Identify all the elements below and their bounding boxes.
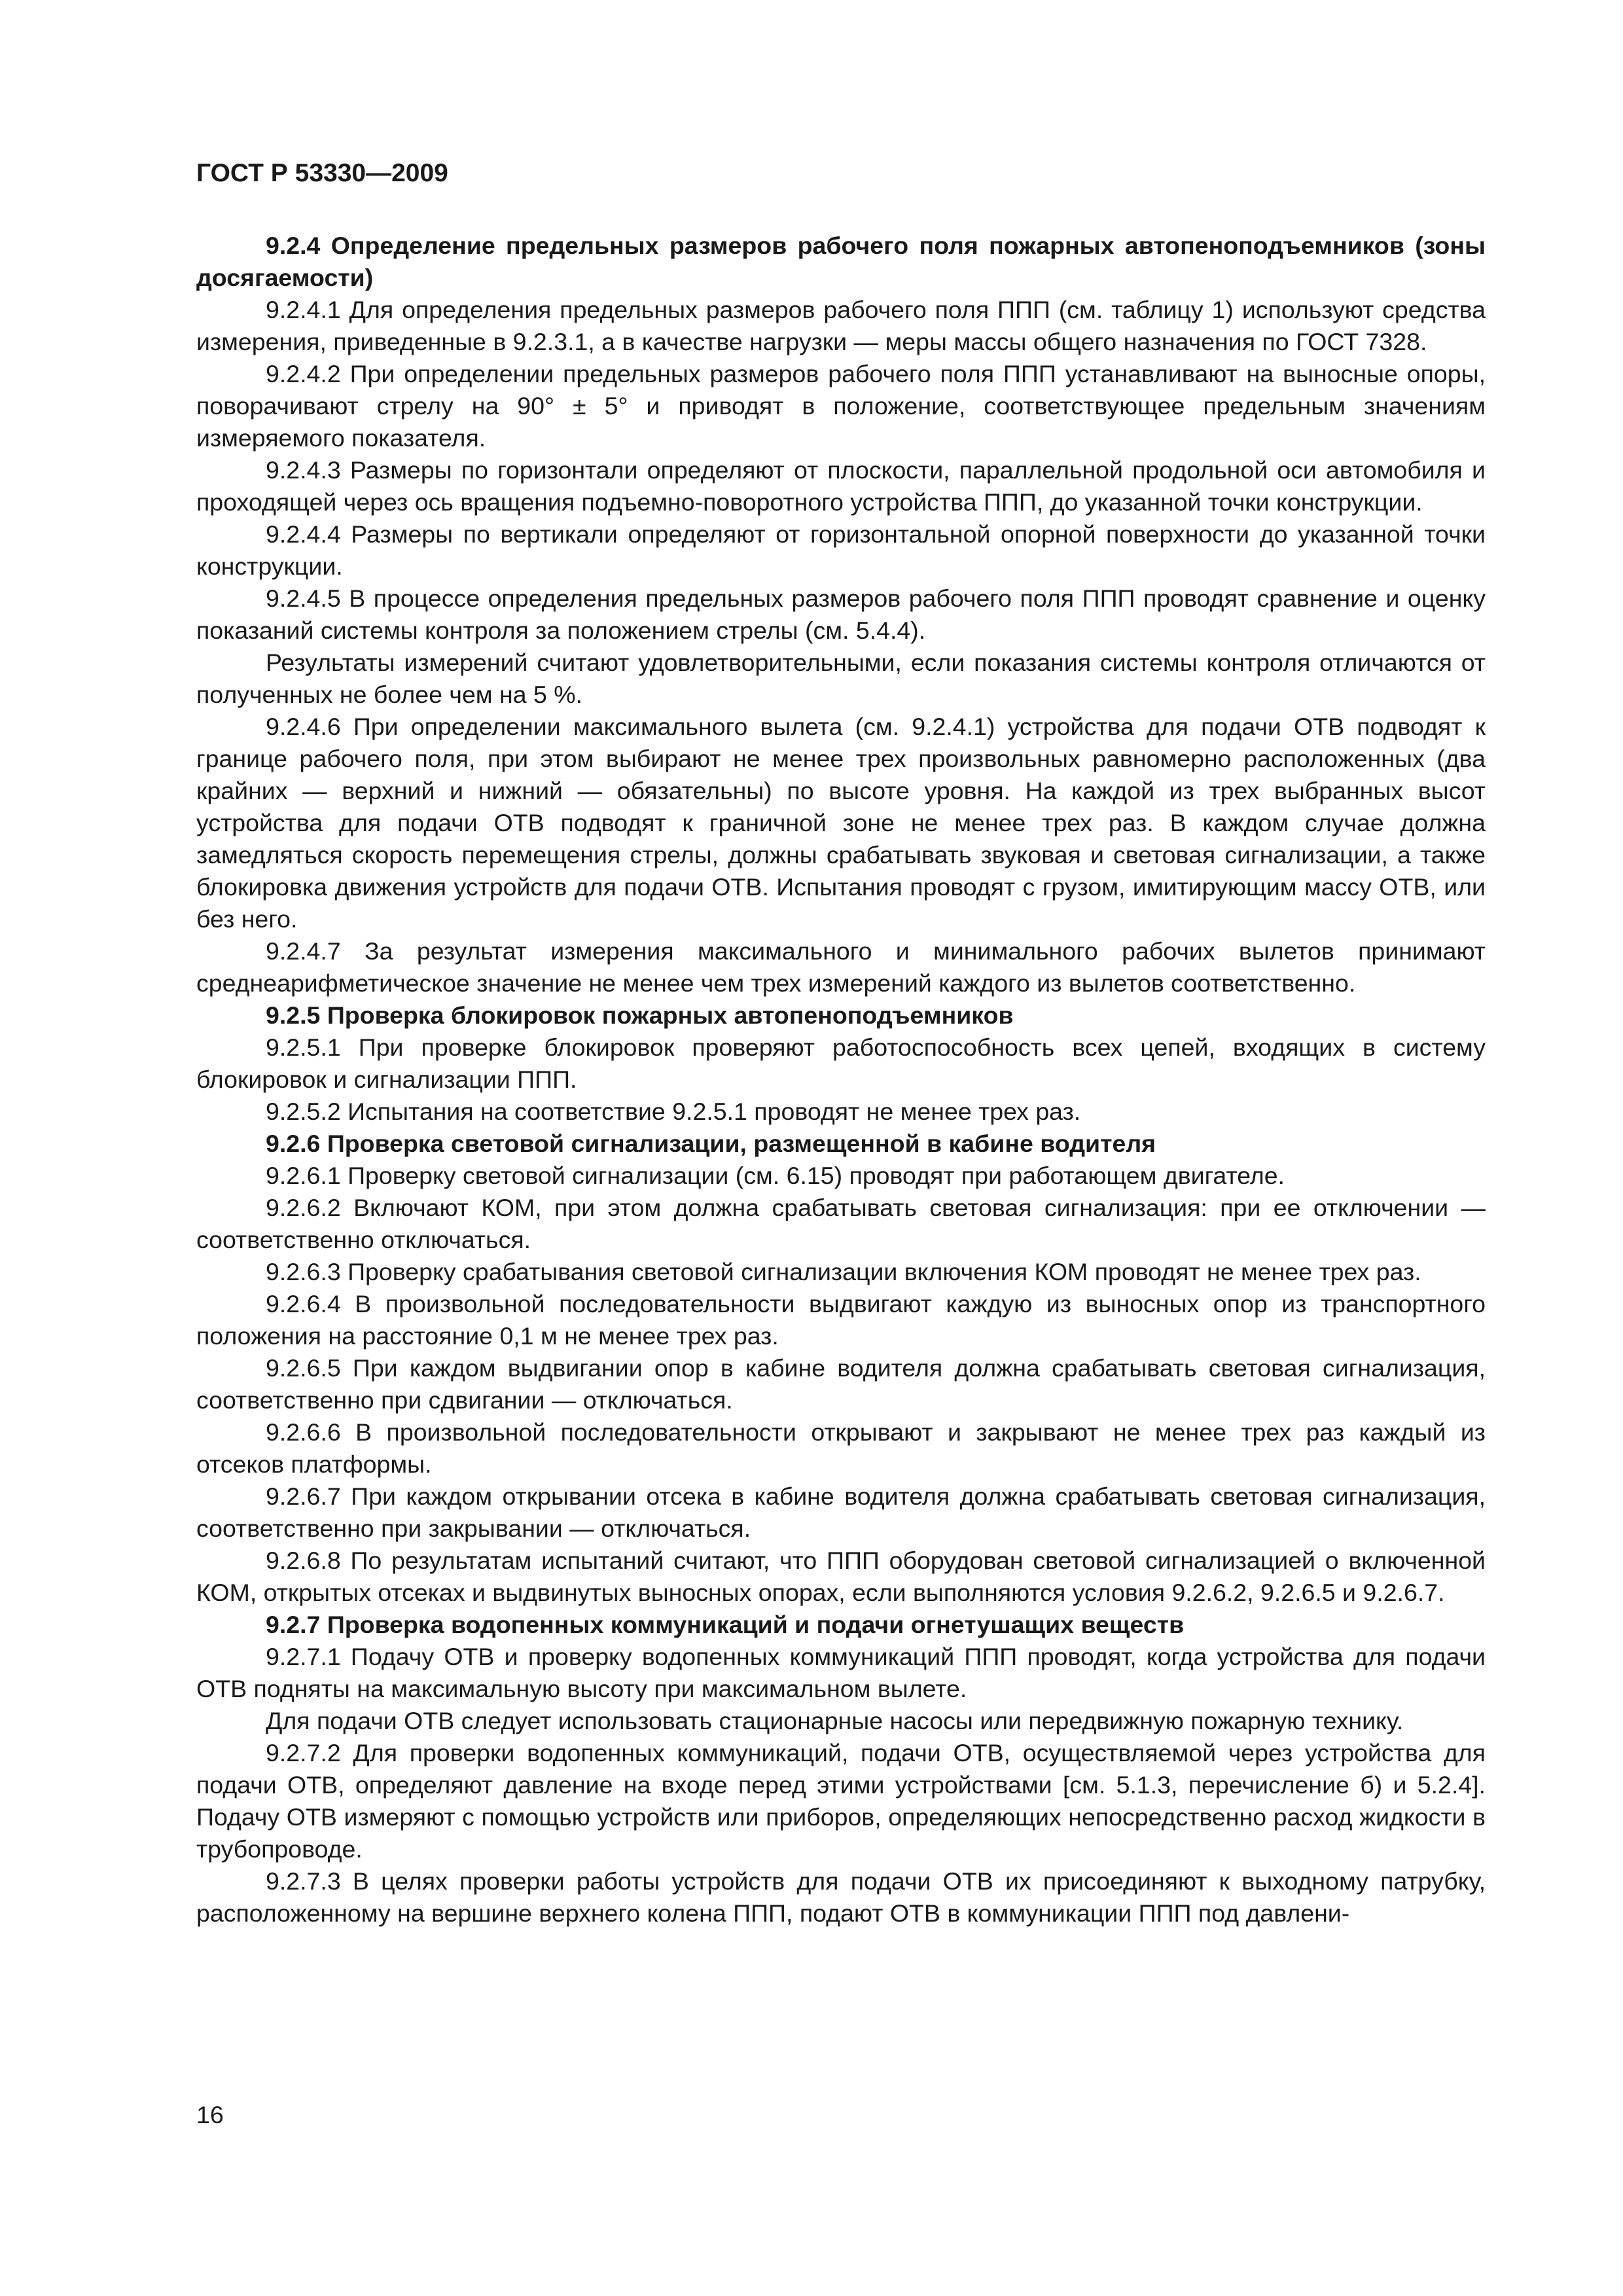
page-number: 16	[196, 2101, 224, 2128]
paragraph: 9.2.6.2 Включают КОМ, при этом должна срабатывать световая сигнализация: при ее отключении — соответственно отключаться.	[196, 1194, 1486, 1253]
paragraph: 9.2.6.1 Проверку световой сигнализации (см. 6.15) проводят при работающем двигателе.	[266, 1162, 1285, 1189]
paragraph: 9.2.5.1 При проверке блокировок проверяют работоспособность всех цепей, входящих в систему блокировок и сигнализации ППП.	[196, 1033, 1486, 1093]
document-header-title: ГОСТ Р 53330—2009	[196, 159, 448, 187]
paragraph: 9.2.7.2 Для проверки водопенных коммуникаций, подачи ОТВ, осуществляемой через устройства для подачи ОТВ, определяют давление на входе перед этими устройствами [см. 5.1.3, перечисление б) и 5.2.4]. Подачу ОТВ измеряют с помощью устройств или приборов, определяющих непосредственно расход жидкости в трубопроводе.	[196, 1739, 1486, 1863]
paragraph: 9.2.6.6 В произвольной последовательности открывают и закрывают не менее трех раз каждый из отсеков платформы.	[196, 1418, 1486, 1478]
paragraph: 9.2.4.6 При определении максимального вылета (см. 9.2.4.1) устройства для подачи ОТВ подводят к границе рабочего поля, при этом выбирают не менее трех произвольных равномерно расположенных (два крайних — верхний и нижний — обязательны) по высоте уровня. На каждой из трех выбранных высот устройства для подачи ОТВ подводят к граничной зоне не менее трех раз. В каждом случае должна замедляться скорость перемещения стрелы, должны срабатывать звуковая и световая сигнализации, а также блокировка движения устройств для подачи ОТВ. Испытания проводят с грузом, имитирующим массу ОТВ, или без него.	[196, 713, 1486, 933]
paragraph: 9.2.6.3 Проверку срабатывания световой сигнализации включения КОМ проводят не менее трех раз.	[266, 1258, 1421, 1285]
document-body	[196, 230, 1486, 1929]
paragraph: 9.2.6.4 В произвольной последовательности выдвигают каждую из выносных опор из транспортного положения на расстояние 0,1 м не менее трех раз.	[196, 1290, 1486, 1350]
paragraph: 9.2.5.2 Испытания на соответствие 9.2.5.1 проводят не менее трех раз.	[266, 1098, 1081, 1125]
paragraph: 9.2.4.2 При определении предельных размеров рабочего поля ППП устанавливают на выносные опоры, поворачивают стрелу на 90° ± 5° и приводят в положение, соответствующее предельным значениям измеряемого показателя.	[196, 360, 1486, 452]
section-heading: 9.2.7 Проверка водопенных коммуникаций и подачи огнетушащих веществ	[266, 1611, 1185, 1638]
paragraph: 9.2.4.5 В процессе определения предельных размеров рабочего поля ППП проводят сравнение и оценку показаний системы контроля за положением стрелы (см. 5.4.4).	[196, 584, 1486, 644]
section-heading: 9.2.6 Проверка световой сигнализации, размещенной в кабине водителя	[266, 1130, 1156, 1157]
paragraph: Результаты измерений считают удовлетворительными, если показания системы контроля отличаются от полученных не более чем на 5 %.	[196, 649, 1486, 708]
paragraph: 9.2.6.8 По результатам испытаний считают, что ППП оборудован световой сигнализацией о включенной КОМ, открытых отсеках и выдвинутых выносных опорах, если выполняются условия 9.2.6.2, 9.2.6.5 и 9.2.6.7.	[196, 1547, 1486, 1606]
paragraph: 9.2.4.1 Для определения предельных размеров рабочего поля ППП (см. таблицу 1) используют средства измерения, приведенные в 9.2.3.1, а в качестве нагрузки — меры массы общего назначения по ГОСТ 7328.	[196, 296, 1486, 355]
paragraph: 9.2.7.1 Подачу ОТВ и проверку водопенных коммуникаций ППП проводят, когда устройства для подачи ОТВ подняты на максимальную высоту при максимальном вылете.	[196, 1643, 1486, 1702]
paragraph: 9.2.6.7 При каждом открывании отсека в кабине водителя должна срабатывать световая сигнализация, соответственно при закрывании — отключаться.	[196, 1482, 1486, 1542]
document-page	[196, 157, 1486, 1929]
paragraph: 9.2.7.3 В целях проверки работы устройств для подачи ОТВ их присоединяют к выходному патрубку, расположенному на вершине верхнего колена ППП, подают ОТВ в коммуникации ППП под давлени-	[196, 1867, 1486, 1927]
section-heading: 9.2.5 Проверка блокировок пожарных автопеноподъемников	[266, 1001, 1014, 1029]
paragraph: 9.2.4.4 Размеры по вертикали определяют от горизонтальной опорной поверхности до указанной точки конструкции.	[196, 520, 1486, 580]
section-heading: 9.2.4 Определение предельных размеров рабочего поля пожарных автопеноподъемников (зоны досягаемости)	[196, 232, 1486, 291]
paragraph: 9.2.6.5 При каждом выдвигании опор в кабине водителя должна срабатывать световая сигнализация, соответственно при сдвигании — отключаться.	[196, 1354, 1486, 1414]
paragraph: Для подачи ОТВ следует использовать стационарные насосы или передвижную пожарную технику.	[266, 1707, 1404, 1734]
paragraph: 9.2.4.7 За результат измерения максимального и минимального рабочих вылетов принимают среднеарифметическое значение не менее чем трех измерений каждого из вылетов соответственно.	[196, 937, 1486, 997]
paragraph: 9.2.4.3 Размеры по горизонтали определяют от плоскости, параллельной продольной оси автомобиля и проходящей через ось вращения подъемно-поворотного устройства ППП, до указанной точки конструкции.	[196, 456, 1486, 516]
